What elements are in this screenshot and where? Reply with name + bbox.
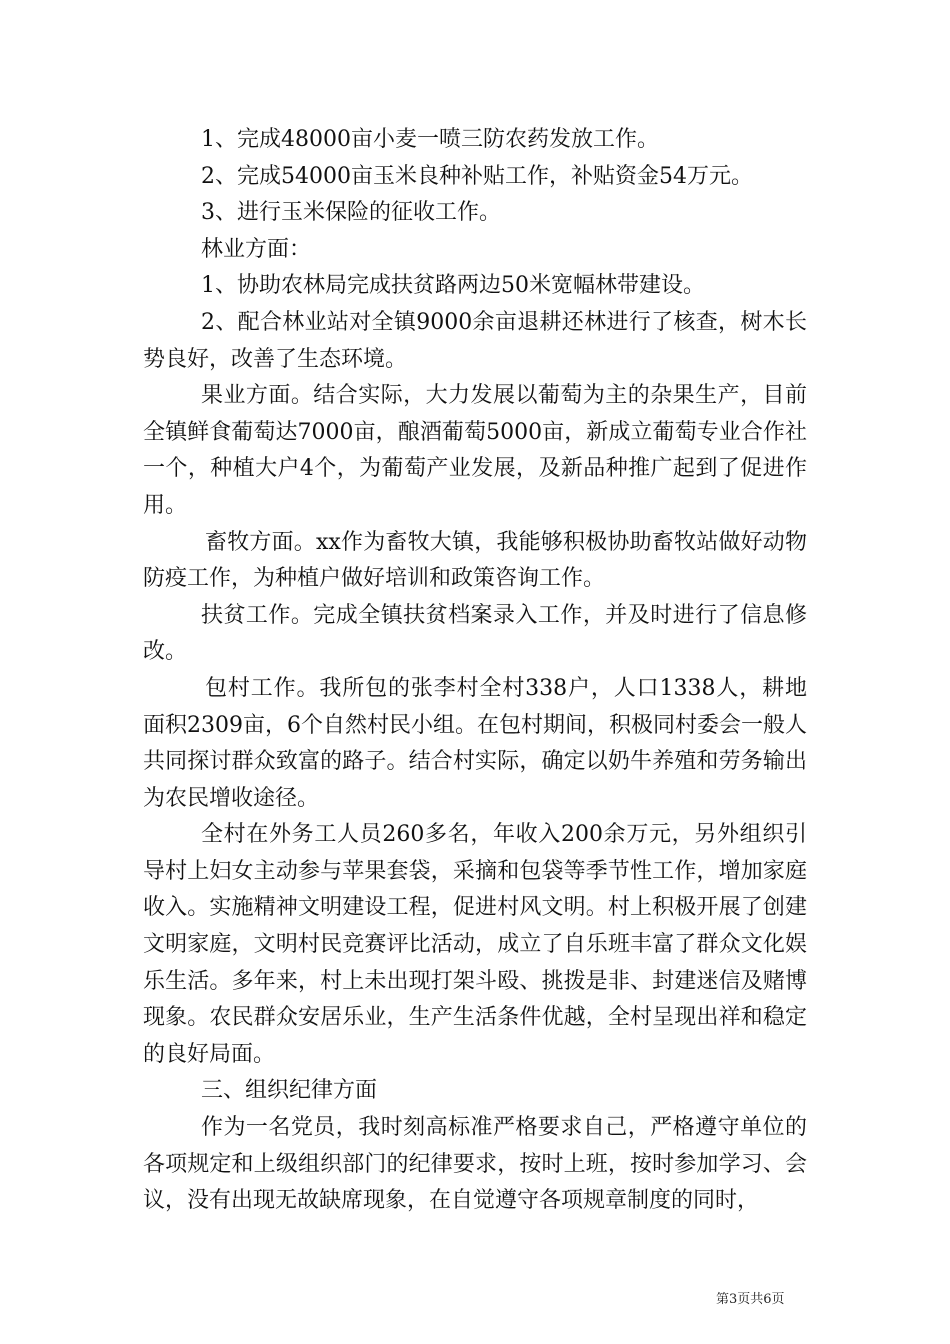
paragraph-fruit: 果业方面。结合实际，大力发展以葡萄为主的杂果生产，目前全镇鲜食葡萄达7000亩，酿酒葡萄5000亩，新成立葡萄专业合作社一个，种植大户4个，为葡萄产业发展，及新品种推广起到了促进作用。 [143, 383, 807, 518]
paragraph-1: 1、完成48000亩小麦一喷三防农药发放工作。 [201, 127, 659, 152]
document-body [143, 122, 807, 1220]
paragraph-3: 3、进行玉米保险的征收工作。 [201, 200, 501, 226]
paragraph-2: 2、完成54000亩玉米良种补贴工作，补贴资金54万元。 [201, 163, 753, 189]
paragraph-party-member: 作为一名党员，我时刻高标准严格要求自己，严格遵守单位的各项规定和上级组织部门的纪律要求，按时上班，按时参加学习、会议，没有出现无故缺席现象，在自觉遵守各项规章制度的同时， [143, 1115, 807, 1214]
paragraph-migrant-workers: 全村在外务工人员260多名，年收入200余万元，另外组织引导村上妇女主动参与苹果套袋，采摘和包袋等季节性工作，增加家庭收入。实施精神文明建设工程，促进村风文明。村上积极开展了创建文明家庭，文明村民竞赛评比活动，成立了自乐班丰富了群众文化娱乐生活。多年来，村上未出现打架斗殴、挑拨是非、封建迷信及赌博现象。农民群众安居乐业，生产生活条件优越，全村呈现出祥和稳定的良好局面。 [143, 822, 807, 1067]
paragraph-village: 包村工作。我所包的张李村全村338户，人口1338人，耕地面积2309亩，6个自然村民小组。在包村期间，积极同村委会一般人共同探讨群众致富的路子。结合村实际，确定以奶牛养殖和劳务输出为农民增收途径。 [143, 675, 807, 811]
paragraph-livestock: 畜牧方面。xx作为畜牧大镇，我能够积极协助畜牧站做好动物防疫工作，为种植户做好培训和政策咨询工作。 [143, 529, 807, 592]
section-heading-discipline: 三、组织纪律方面 [201, 1078, 378, 1104]
paragraph-6: 2、配合林业站对全镇9000余亩退耕还林进行了核查，树木长势良好，改善了生态环境。 [143, 309, 807, 372]
section-heading-forestry: 林业方面： [201, 236, 312, 262]
paragraph-5: 1、协助农林局完成扶贫路两边50米宽幅林带建设。 [201, 273, 705, 299]
page-number-footer: 第3页共6页 [716, 1292, 785, 1307]
paragraph-poverty: 扶贫工作。完成全镇扶贫档案录入工作，并及时进行了信息修改。 [143, 602, 807, 665]
